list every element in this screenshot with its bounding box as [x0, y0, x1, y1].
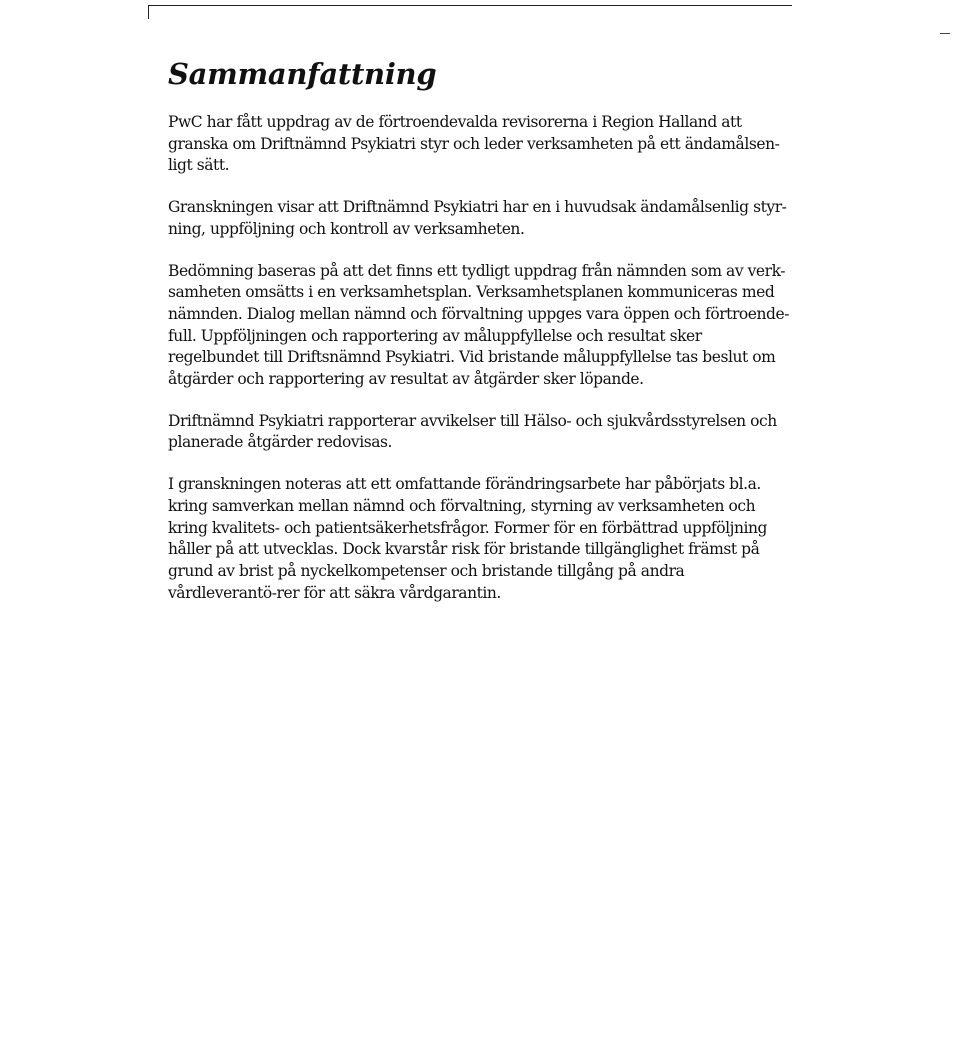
page-top-rule [148, 5, 792, 6]
paragraph-intro: PwC har fått uppdrag av de förtroendevalda revisorerna i Region Halland att granska om Driftnämnd Psykiatri styr och leder verksamheten på ett ändamålsen-ligt sätt. [168, 113, 780, 175]
paragraph-conclusion: Granskningen visar att Driftnämnd Psykiatri har en i huvudsak ändamålsenlig styr-ning, uppföljning och kontroll av verksamheten. [168, 198, 787, 238]
paragraph-observations: I granskningen noteras att ett omfattande förändringsarbete har påbörjats bl.a. kring samverkan mellan nämnd och förvaltning, styrning av verksamheten och kring kvalitets- och patientsäkerhetsfrågor. Former för en förbättrad uppföljning håller på att utvecklas. Dock kvarstår risk för bristande tillgänglighet främst på grund av brist på nyckelkompetenser och bristande tillgång på andra vårdleverantö-rer för att säkra vårdgarantin. [168, 475, 768, 602]
document-body [168, 54, 790, 624]
paragraph-deviations: Driftnämnd Psykiatri rapporterar avvikelser till Hälso- och sjukvårdsstyrelsen och planerade åtgärder redovisas. [168, 411, 777, 452]
section-title: Sammanfattning [168, 57, 437, 91]
page-corner-rule [148, 5, 149, 19]
edge-mark [940, 33, 950, 34]
paragraph-assessment: Bedömning baseras på att det finns ett tydligt uppdrag från nämnden som av verk-samheten omsätts i en verksamhetsplan. Verksamhetsplanen kommuniceras med nämnden. Dialog mellan nämnd och förvaltning uppges vara öppen och förtroende-full. Uppföljningen och rapportering av måluppfyllelse och resultat sker regelbundet till Driftsnämnd Psykiatri. Vid bristande måluppfyllelse tas beslut om åtgärder och rapportering av resultat av åtgärder sker löpande. [168, 261, 790, 389]
